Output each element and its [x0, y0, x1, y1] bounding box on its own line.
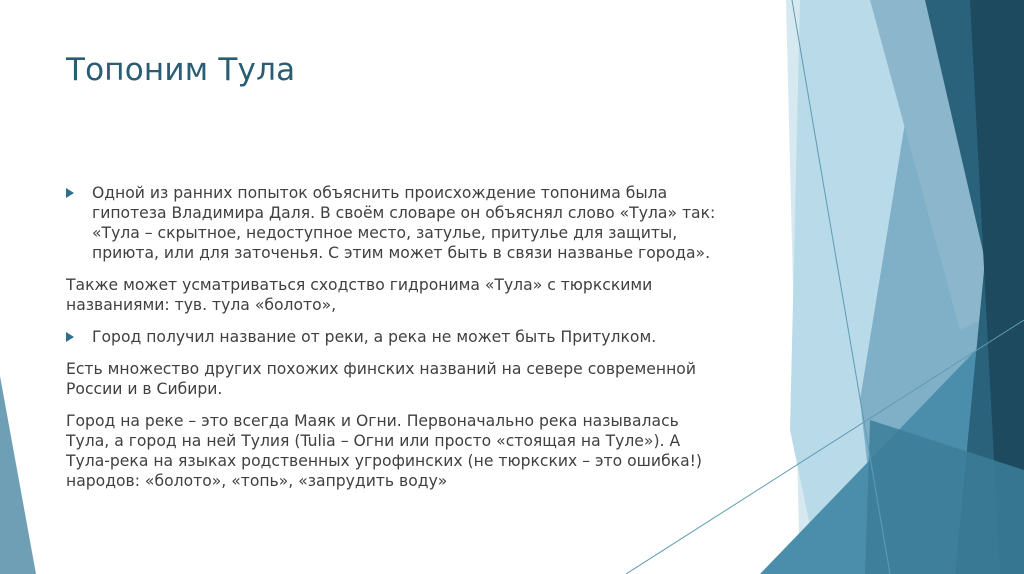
text-line: гипотеза Владимира Даля. В своём словаре он объяснял слово «Тула» так:	[92, 204, 716, 222]
text-line: России и в Сибири.	[66, 380, 223, 398]
paragraph-lines	[92, 327, 766, 347]
text-line: Одной из ранних попыток объяснить происхождение топонима была	[92, 184, 668, 202]
paragraph-turkic-similarity	[66, 275, 766, 315]
text-line: названиями: тув. тула «болото»,	[66, 296, 337, 314]
paragraph-lines	[92, 183, 766, 263]
triangle-bullet-icon	[66, 188, 74, 198]
paragraph-lines	[66, 359, 766, 399]
text-line: «Тула – скрытное, недоступное место, затулье, притулье для защиты,	[92, 224, 678, 242]
slide-title: Топоним Тула	[66, 52, 296, 88]
text-line: Также может усматриваться сходство гидронима «Тула» с тюркскими	[66, 276, 653, 294]
text-line: Город на реке – это всегда Маяк и Огни. Первоначально река называлась	[66, 412, 679, 430]
text-line: Есть множество других похожих финских названий на севере современной	[66, 360, 696, 378]
slide-content	[66, 183, 766, 503]
paragraph-lines	[66, 411, 766, 491]
text-line: приюта, или для заточенья. С этим может быть в связи названье города».	[92, 244, 711, 262]
text-line: Тула, а город на ней Тулия (Tulia – Огни или просто «стоящая на Туле»). А	[66, 432, 681, 450]
left-sliver-shape	[0, 376, 36, 574]
text-line: Город получил название от реки, а река не может быть Притулком.	[92, 328, 657, 346]
triangle-bullet-icon	[66, 332, 74, 342]
text-line: народов: «болото», «топь», «запрудить воду»	[66, 472, 448, 490]
paragraph-dal-hypothesis	[66, 183, 766, 263]
paragraph-city-on-river	[66, 411, 766, 491]
paragraph-finnish-names	[66, 359, 766, 399]
paragraph-river-name	[66, 327, 766, 347]
paragraph-lines	[66, 275, 766, 315]
text-line: Тула-река на языках родственных угрофинских (не тюркских – это ошибка!)	[66, 452, 702, 470]
